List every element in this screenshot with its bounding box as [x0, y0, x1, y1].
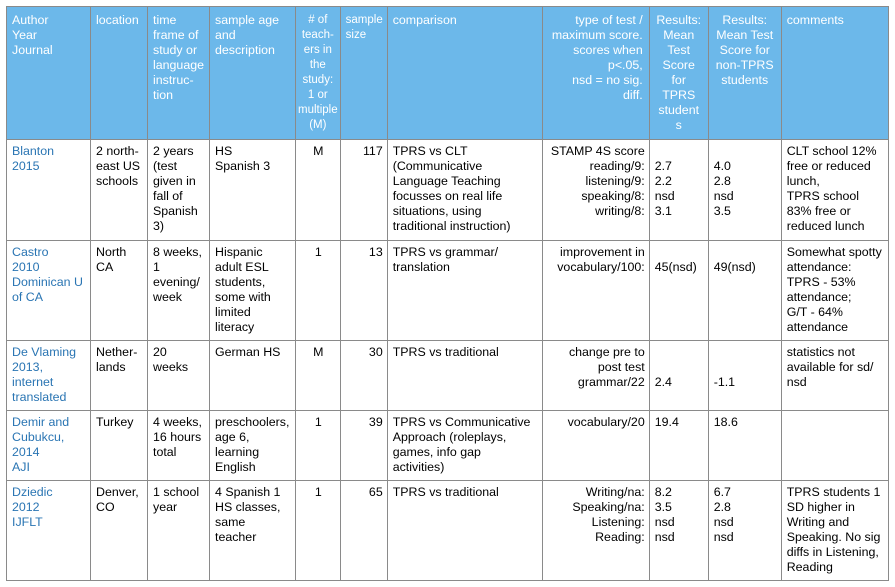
cell-line: lunch, — [786, 174, 820, 188]
cell-line: 2.7 — [654, 159, 672, 173]
cell-line: sample age — [215, 13, 280, 27]
cell-line: given in — [153, 174, 196, 188]
cell-line: internet — [12, 375, 54, 389]
cell-line: TPRS vs traditional — [392, 345, 499, 359]
cell-teachers: 1 — [296, 241, 341, 341]
cell-timeframe — [148, 241, 210, 341]
cell-line: Nether- — [96, 345, 138, 359]
cell-line: Somewhat spotty — [786, 245, 882, 259]
cell-line: post test — [597, 360, 645, 374]
cell-line: G/T - 64% — [786, 305, 843, 319]
cell-line: Writing/na: — [585, 485, 645, 499]
table-row — [7, 140, 889, 241]
cell-line: attendance; — [786, 290, 852, 304]
cell-sample — [210, 481, 296, 581]
cell-line: student — [658, 103, 700, 117]
cell-line: tion — [153, 88, 173, 102]
cell-results-tprs — [649, 341, 708, 411]
cell-line: TPRS students 1 — [786, 485, 881, 499]
cell-line: age 6, — [215, 430, 250, 444]
cell-results-non-tprs — [708, 140, 781, 241]
cell-line: activities) — [392, 460, 445, 474]
cell-line: Approach (roleplays, — [392, 430, 507, 444]
cell-line: nsd — [654, 530, 675, 544]
cell-line: vocabulary/20 — [567, 415, 645, 429]
cell-line — [655, 345, 704, 360]
cell-line: the — [309, 59, 326, 71]
cell-results-tprs — [649, 241, 708, 341]
cell-comments — [781, 411, 888, 481]
table-row — [7, 481, 889, 581]
header-location: location — [91, 7, 148, 140]
cell-line: # of — [308, 14, 328, 26]
cell-results-non-tprs — [708, 341, 781, 411]
cell-location — [91, 241, 148, 341]
cell-line: free or reduced — [786, 159, 871, 173]
cell-line: 2010 — [12, 260, 40, 274]
cell-line: ers in — [303, 44, 332, 56]
cell-line: nsd — [654, 515, 675, 529]
cell-line: Turkey — [96, 415, 134, 429]
cell-line: 2012 — [12, 500, 40, 514]
cell-line: (M) — [309, 119, 327, 131]
cell-comments — [781, 341, 888, 411]
cell-results-tprs — [649, 481, 708, 581]
cell-timeframe — [148, 140, 210, 241]
cell-line — [655, 360, 704, 375]
cell-line: reduced lunch — [786, 219, 865, 233]
cell-line: 20 weeks — [153, 345, 189, 374]
cell-line: scores when — [573, 43, 643, 57]
cell-line: -1.1 — [713, 375, 736, 389]
cell-line: grammar/22 — [577, 375, 645, 389]
cell-line: learning — [215, 445, 260, 459]
cell-size: 65 — [340, 481, 387, 581]
cell-line: TPRS - 53% — [786, 275, 856, 289]
cell-line: statistics not — [786, 345, 855, 359]
cell-line: English — [215, 460, 256, 474]
cell-line: Cubukcu, — [12, 430, 65, 444]
cell-line: Test — [667, 43, 691, 57]
header-results-tprs — [649, 7, 708, 140]
cell-line: (test — [153, 159, 178, 173]
cell-line: 8.2 — [654, 485, 672, 499]
cell-line: Hispanic — [215, 245, 263, 259]
cell-line: of CA — [12, 290, 43, 304]
cell-line: vocabulary/100: — [557, 260, 645, 274]
cell-line: and — [215, 28, 236, 42]
cell-line: s — [675, 118, 682, 132]
cell-comparison — [387, 481, 542, 581]
cell-line: 2.4 — [654, 375, 672, 389]
cell-results-tprs — [649, 411, 708, 481]
cell-line: year — [153, 500, 178, 514]
cell-line: Blanton — [12, 144, 55, 158]
cell-results-tprs — [649, 140, 708, 241]
cell-line: 4.0 — [713, 159, 731, 173]
cell-line: CO — [96, 500, 115, 514]
cell-line: Results: — [656, 13, 702, 27]
cell-line: multiple — [298, 104, 338, 116]
cell-line: TPRS school — [786, 189, 860, 203]
cell-author — [7, 411, 91, 481]
cell-line: IJFLT — [12, 515, 43, 529]
cell-line: Castro — [12, 245, 49, 259]
cell-comments — [781, 140, 888, 241]
cell-line: maximum score. — [551, 28, 643, 42]
cell-location — [91, 411, 148, 481]
table-row — [7, 241, 889, 341]
header-teachers — [296, 7, 341, 140]
cell-line — [714, 144, 777, 159]
cell-line: translation — [392, 260, 450, 274]
cell-line: 4 weeks, — [153, 415, 202, 429]
cell-line: reading/9: — [589, 159, 645, 173]
cell-line: study: — [302, 74, 334, 86]
cell-line: (Communicative — [392, 159, 483, 173]
cell-teachers: 1 — [296, 481, 341, 581]
cell-location — [91, 140, 148, 241]
cell-line: Author — [12, 13, 49, 27]
cell-line: diff. — [622, 88, 643, 102]
cell-line: 1 school — [153, 485, 200, 499]
cell-line: Speaking. No sig — [786, 530, 881, 544]
cell-line: 1 — [153, 260, 160, 274]
cell-line: North — [96, 245, 127, 259]
cell-line: lands — [96, 360, 126, 374]
cell-line: frame of — [153, 28, 199, 42]
cell-line: listening/9: — [585, 174, 645, 188]
cell-line: sample — [345, 14, 383, 26]
cell-line: east US — [96, 159, 141, 173]
cell-sample — [210, 140, 296, 241]
cell-test-type — [542, 481, 649, 581]
cell-line: nsd — [713, 189, 734, 203]
cell-line: 8 weeks, — [153, 245, 202, 259]
cell-line: Writing and — [786, 515, 850, 529]
cell-line: limited — [215, 305, 251, 319]
cell-sample — [210, 341, 296, 411]
cell-results-non-tprs — [708, 411, 781, 481]
cell-line: nsd = no sig. — [572, 73, 643, 87]
cell-comments — [781, 241, 888, 341]
cell-line: fall of — [153, 189, 183, 203]
cell-comparison — [387, 341, 542, 411]
cell-size: 117 — [340, 140, 387, 241]
cell-line: students — [721, 73, 769, 87]
cell-results-non-tprs — [708, 481, 781, 581]
cell-line: 2.8 — [713, 500, 731, 514]
cell-line: 3) — [153, 219, 165, 233]
header-row — [7, 7, 889, 140]
cell-line: Spanish 3 — [215, 159, 271, 173]
cell-author — [7, 481, 91, 581]
cell-line: writing/8: — [595, 204, 645, 218]
cell-author — [7, 241, 91, 341]
cell-line — [655, 245, 704, 260]
cell-line: description — [215, 43, 275, 57]
cell-line: Mean Test — [716, 28, 774, 42]
cell-line: translated — [12, 390, 67, 404]
cell-line: speaking/8: — [581, 189, 645, 203]
cell-line: same — [215, 515, 246, 529]
cell-sample — [210, 241, 296, 341]
cell-line: Journal — [12, 43, 53, 57]
cell-line: p<.05, — [607, 58, 643, 72]
cell-line: total — [153, 445, 177, 459]
tprs-studies-table — [6, 6, 889, 581]
cell-line: 3.1 — [654, 204, 672, 218]
cell-size: 39 — [340, 411, 387, 481]
cell-line: TPRS — [662, 88, 696, 102]
cell-timeframe — [148, 341, 210, 411]
cell-line: available for sd/ — [786, 360, 874, 374]
header-comments: comments — [781, 7, 888, 140]
cell-line: Dominican U — [12, 275, 83, 289]
cell-author — [7, 140, 91, 241]
cell-comparison — [387, 411, 542, 481]
cell-author — [7, 341, 91, 411]
cell-line: attendance: — [786, 260, 852, 274]
cell-line: week — [153, 290, 182, 304]
cell-line: TPRS vs traditional — [392, 485, 499, 499]
cell-line: diffs in Listening, — [786, 545, 879, 559]
cell-line: traditional instruction) — [392, 219, 511, 233]
cell-line: Speaking/na: — [572, 500, 645, 514]
cell-comments — [781, 481, 888, 581]
cell-line: 2 north- — [96, 144, 139, 158]
table-row — [7, 341, 889, 411]
cell-location — [91, 481, 148, 581]
cell-line: non-TPRS — [715, 58, 774, 72]
cell-teachers: M — [296, 140, 341, 241]
header-sample — [210, 7, 296, 140]
cell-line: Mean — [663, 28, 695, 42]
cell-line: time — [153, 13, 177, 27]
cell-line: some with — [215, 290, 271, 304]
header-test-type — [542, 7, 649, 140]
cell-line: study or — [153, 43, 198, 57]
cell-line: teacher — [215, 530, 257, 544]
cell-line: TPRS vs Communicative — [392, 415, 531, 429]
cell-size: 30 — [340, 341, 387, 411]
cell-line: STAMP 4S score — [550, 144, 645, 158]
cell-line: nsd — [786, 375, 807, 389]
cell-line: 3.5 — [654, 500, 672, 514]
cell-line: Score for — [719, 43, 770, 57]
cell-line: CA — [96, 260, 114, 274]
cell-comparison — [387, 140, 542, 241]
cell-line: nsd — [713, 515, 734, 529]
cell-line: 1 or — [307, 89, 328, 101]
cell-line: 2014 — [12, 445, 40, 459]
cell-line: Year — [12, 28, 38, 42]
cell-line: focusses on real life — [392, 189, 503, 203]
cell-line: schools — [96, 174, 139, 188]
cell-comparison — [387, 241, 542, 341]
cell-line: SD higher in — [786, 500, 855, 514]
cell-line: games, info gap — [392, 445, 481, 459]
cell-line: language — [153, 58, 204, 72]
cell-line: 49(nsd) — [713, 260, 756, 274]
cell-sample — [210, 411, 296, 481]
table-row — [7, 411, 889, 481]
header-comparison: comparison — [387, 7, 542, 140]
cell-line: Denver, — [96, 485, 139, 499]
cell-test-type — [542, 140, 649, 241]
cell-line — [714, 345, 777, 360]
cell-teachers: 1 — [296, 411, 341, 481]
cell-line: Spanish — [153, 204, 198, 218]
cell-line: adult ESL — [215, 260, 269, 274]
cell-line: 83% free or — [786, 204, 851, 218]
cell-timeframe — [148, 411, 210, 481]
cell-size: 13 — [340, 241, 387, 341]
cell-line: 19.4 — [654, 415, 679, 429]
cell-line: Demir and — [12, 415, 70, 429]
cell-line: 18.6 — [713, 415, 738, 429]
cell-line: 2015 — [12, 159, 40, 173]
cell-line: Language Teaching — [392, 174, 501, 188]
cell-line: instruc- — [153, 73, 194, 87]
cell-line: Results: — [722, 13, 768, 27]
cell-line: for — [671, 73, 686, 87]
cell-line: literacy — [215, 320, 255, 334]
cell-line: evening/ — [153, 275, 200, 289]
cell-teachers: M — [296, 341, 341, 411]
cell-location — [91, 341, 148, 411]
cell-test-type — [542, 411, 649, 481]
cell-line — [714, 245, 777, 260]
cell-line: Score — [662, 58, 695, 72]
cell-line: 2.8 — [713, 174, 731, 188]
cell-line: attendance — [786, 320, 849, 334]
cell-line: 4 Spanish 1 — [215, 485, 281, 499]
cell-line: 6.7 — [713, 485, 731, 499]
cell-timeframe — [148, 481, 210, 581]
cell-line: nsd — [713, 530, 734, 544]
cell-line: type of test / — [575, 13, 643, 27]
cell-line — [655, 144, 704, 159]
cell-line: 45(nsd) — [654, 260, 697, 274]
cell-line: teach- — [301, 29, 334, 41]
cell-line: Listening: — [591, 515, 645, 529]
cell-line: Reading: — [595, 530, 645, 544]
header-results-non-tprs — [708, 7, 781, 140]
cell-results-non-tprs — [708, 241, 781, 341]
cell-line: students, — [215, 275, 266, 289]
cell-line: German HS — [215, 345, 281, 359]
header-author — [7, 7, 91, 140]
cell-line: De Vlaming — [12, 345, 77, 359]
cell-line: change pre to — [568, 345, 645, 359]
cell-line: 16 hours — [153, 430, 202, 444]
cell-line: situations, using — [392, 204, 482, 218]
cell-line: 2013, — [12, 360, 44, 374]
cell-line: improvement in — [560, 245, 645, 259]
cell-line: 3.5 — [713, 204, 731, 218]
cell-line: TPRS vs grammar/ — [392, 245, 499, 259]
cell-line: 2 years — [153, 144, 194, 158]
cell-line: HS — [215, 144, 233, 158]
header-timeframe — [148, 7, 210, 140]
header-sample-size — [340, 7, 387, 140]
cell-line: nsd — [654, 189, 675, 203]
cell-test-type — [542, 241, 649, 341]
cell-line: TPRS vs CLT — [392, 144, 468, 158]
cell-line: Reading — [786, 560, 833, 574]
cell-line: HS classes, — [215, 500, 281, 514]
cell-line — [714, 360, 777, 375]
cell-line: preschoolers, — [215, 415, 290, 429]
cell-test-type — [542, 341, 649, 411]
cell-line: 2.2 — [654, 174, 672, 188]
cell-line: CLT school 12% — [786, 144, 877, 158]
cell-line: AJI — [12, 460, 30, 474]
cell-line: size — [345, 29, 367, 41]
cell-line: Dziedic — [12, 485, 53, 499]
